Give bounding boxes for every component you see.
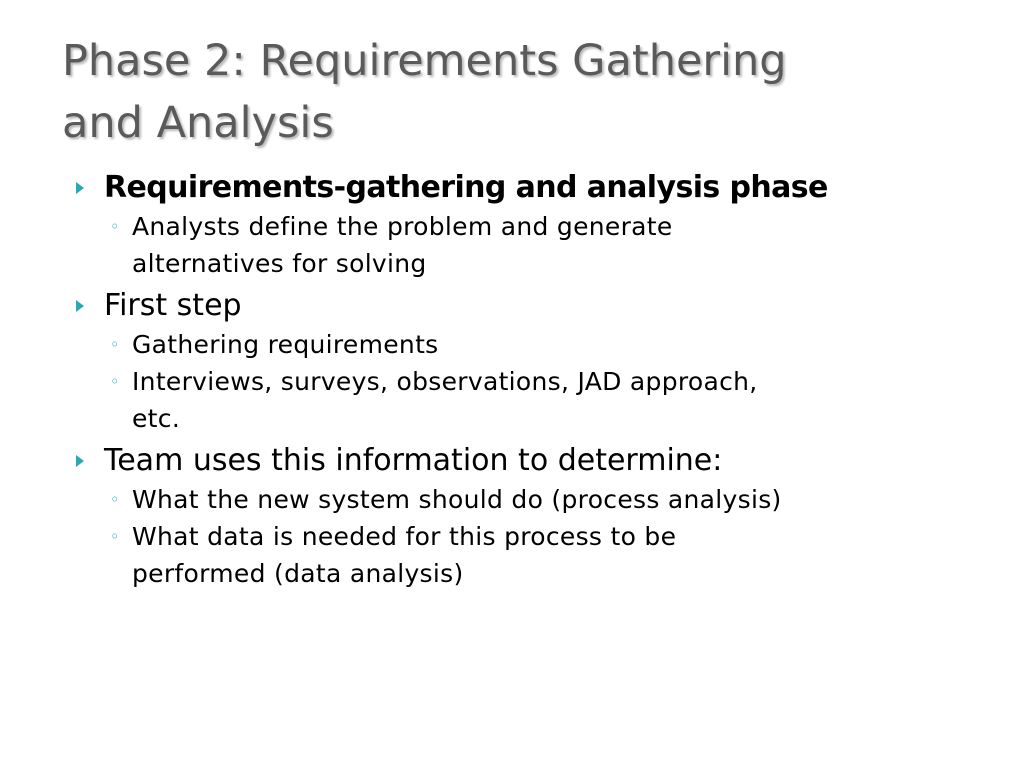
triangle-right-icon	[76, 182, 84, 194]
ring-bullet-icon: ◦	[110, 372, 120, 391]
sub-bullet-text-line-1: Analysts define the problem and generate	[132, 212, 673, 241]
bullet-item	[76, 441, 956, 481]
slide-title-line-2: and Analysis	[62, 98, 334, 148]
sub-bullet-item	[76, 208, 956, 282]
ring-bullet-icon: ◦	[110, 490, 120, 509]
bullet-text: First step	[104, 288, 242, 323]
bullet-item	[76, 286, 956, 326]
bullet-item	[76, 168, 956, 208]
ring-bullet-icon: ◦	[110, 217, 120, 236]
slide-title	[62, 30, 962, 154]
sub-bullet-text-line-1: What the new system should do (process analysis)	[132, 485, 782, 514]
sub-bullet-text-line-2: alternatives for solving	[132, 249, 427, 278]
sub-bullet-text-line-2: etc.	[132, 404, 181, 433]
sub-bullet-item	[76, 326, 956, 363]
triangle-right-icon	[76, 455, 84, 467]
bullet-text: Team uses this information to determine:	[104, 443, 723, 478]
sub-bullet-text-line-1: What data is needed for this process to be	[132, 522, 677, 551]
sub-bullet-text-line-2: performed (data analysis)	[132, 559, 464, 588]
bullet-text: Requirements-gathering and analysis phase	[104, 170, 828, 205]
sub-bullet-item	[76, 518, 956, 592]
slide-title-line-1: Phase 2: Requirements Gathering	[62, 36, 787, 86]
sub-bullet-text-line-1: Interviews, surveys, observations, JAD approach,	[132, 367, 758, 396]
slide-body	[76, 168, 956, 592]
triangle-right-icon	[76, 300, 84, 312]
sub-bullet-text-line-1: Gathering requirements	[132, 330, 439, 359]
sub-bullet-item	[76, 363, 956, 437]
ring-bullet-icon: ◦	[110, 527, 120, 546]
ring-bullet-icon: ◦	[110, 335, 120, 354]
sub-bullet-item	[76, 481, 956, 518]
